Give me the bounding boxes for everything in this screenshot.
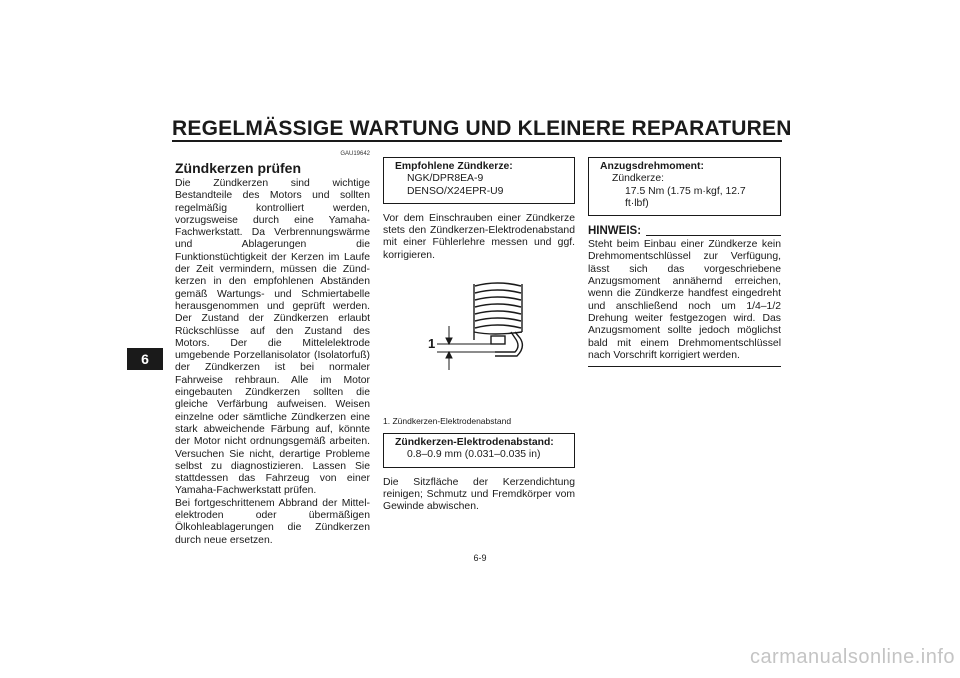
spark-plug-figure — [383, 266, 575, 416]
spec-value: 17.5 Nm (1.75 m·kgf, 12.7 ft·lbf) — [625, 185, 746, 209]
chapter-tab: 6 — [127, 348, 163, 370]
header-rule — [172, 140, 782, 142]
recommended-spark-plug-box — [383, 157, 575, 204]
note-end-rule — [588, 366, 781, 367]
spec-title: Empfohlene Zündkerze: — [395, 161, 513, 172]
page-title: REGELMÄSSIGE WARTUNG UND KLEINERE REPARATUREN — [172, 117, 792, 140]
replacement-paragraph: Bei fortgeschrittenem Abbrand der Mittelelektroden oder übermäßigen Ölkohleablagerungen die Zündkerzen durch neue ersetzen. — [175, 497, 370, 546]
document-code: GAU19642 — [340, 151, 370, 157]
spec-value: DENSO/X24EPR-U9 — [407, 185, 504, 197]
column-spark-plug-check — [175, 150, 370, 547]
spec-title: Anzugsdrehmoment: — [600, 161, 704, 172]
watermark: carmanualsonline.info — [749, 646, 955, 668]
spec-value: NGK/DPR8EA-9 — [407, 173, 484, 185]
cleaning-paragraph: Die Sitzfläche der Kerzendichtung reinigen; Schmutz und Fremdkörper vom Gewinde abwischen. — [383, 476, 575, 513]
spec-value: 0.8–0.9 mm (0.031–0.035 in) — [407, 449, 541, 461]
callout-number: 1 — [428, 336, 436, 352]
spec-title: Zündkerzen-Elektrodenabstand: — [395, 437, 554, 449]
section-title: Zündkerzen prüfen — [175, 160, 302, 176]
intro-paragraph: Die Zündkerzen sind wichtige Bestandteile des Motors und sollten regelmäßig kontrolliert werden, vorzugsweise durch eine Yamaha-Fachwerkstatt. Da Verbrennungswärme und Ablagerungen die Funktionstüchtigkeit der Kerzen im Laufe der Zeit vermindern, müssen die Zündkerzen in den empfohlenen Abständen gemäß Wartungs- und Schmiertabelle herausgenommen und geprüft werden. Der Zustand der Zündkerzen erlaubt Rückschlüsse auf den Zustand des Motors. Der die Mittelelektrode umgebende Porzellanisolator (Isolatorfuß) der Zündkerzen ist bei normaler Fahrweise rehbraun. Alle im Motor eingebauten Zündkerzen sollten die gleiche Verfärbung aufweisen. Weisen einzelne oder sämtliche Zündkerzen eine stark abweichende Färbung auf, könnte der Motor nicht ordnungsgemäß arbeiten. Versuchen Sie nicht, derartige Probleme selbst zu diagnostizieren. Lassen Sie stattdessen das Fahrzeug von einer Yamaha-Fachwerkstatt prüfen. — [175, 178, 370, 497]
spark-plug-gap-illustration — [383, 266, 575, 416]
electrode-gap-box — [383, 433, 575, 468]
note-label: HINWEIS: — [588, 225, 642, 238]
page-number: 6-9 — [473, 553, 487, 563]
torque-box — [588, 157, 781, 216]
spec-item: Zündkerze: — [612, 173, 664, 185]
note-rule — [646, 235, 781, 236]
note-paragraph: Steht beim Einbau einer Zündkerze kein Drehmomentschlüssel zur Verfügung, lässt sich das vorgeschriebene Anzugsmoment annähernd erreichen, wenn die Zündkerze handfest eingedreht und anschließend noch um 1/4–1/2 Drehung weiter festgezogen wird. Das Anzugsmoment sollte jedoch möglichst bald mit einem Drehmomentschlüssel nach Vorschrift korrigiert werden. — [588, 239, 781, 361]
figure-caption: 1. Zündkerzen-Elektrodenabstand — [383, 416, 512, 427]
note-heading — [588, 225, 781, 238]
column-spark-plug-specs — [383, 157, 575, 514]
column-torque — [588, 157, 781, 367]
gap-check-paragraph: Vor dem Einschrauben einer Zündkerze stets den Zündkerzen-Elektrodenabstand mit einer Fühlerlehre messen und ggf. korrigieren. — [383, 212, 575, 261]
